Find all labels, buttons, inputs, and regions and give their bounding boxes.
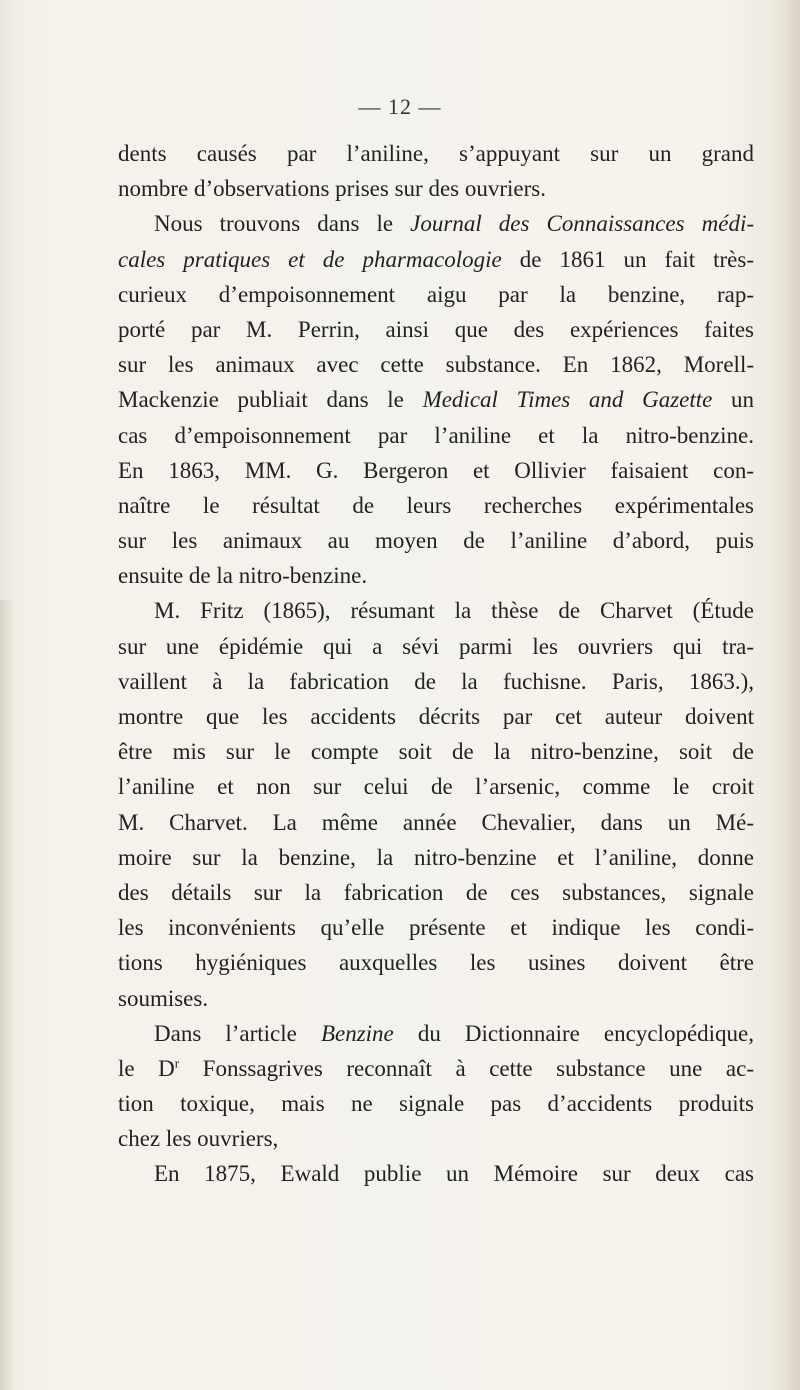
italic-text: cales pratiques et de pharmacologie bbox=[118, 246, 502, 272]
text-line: tions hygiéniques auxquelles les usines doivent être bbox=[118, 950, 754, 976]
text-line: montre que les accidents décrits par cet auteur doivent bbox=[118, 704, 754, 729]
page-number: — 12 — bbox=[358, 94, 442, 119]
text-run: de 1861 un fait très- bbox=[501, 246, 754, 272]
text-line: dents causés par l’aniline, s’appuyant sur un grand bbox=[118, 141, 754, 166]
text-line: les inconvénients qu’elle présente et indique les condi- bbox=[118, 915, 754, 941]
text-line: vaillent à la fabrication de la fuchisne. Paris, 1863.), bbox=[118, 668, 754, 694]
text-run: un bbox=[712, 387, 754, 413]
text-line: cas d’empoisonnement par l’aniline et la nitro-benzine. bbox=[118, 422, 754, 448]
text-line: porté par M. Perrin, ainsi que des expériences faites bbox=[118, 316, 754, 342]
text-run: Dans l’article bbox=[154, 1020, 321, 1046]
text-line: M. Fritz (1865), résumant la thèse de Charvet (Étude bbox=[154, 598, 754, 624]
page-left-edge-shadow bbox=[0, 600, 14, 1390]
text-line bbox=[118, 1016, 754, 1051]
text-line: l’aniline et non sur celui de l’arsenic, comme le croit bbox=[118, 774, 754, 800]
text-line: soumises. bbox=[118, 985, 209, 1011]
body-text bbox=[118, 136, 754, 1192]
italic-text: Journal des Connaissances médi- bbox=[410, 211, 754, 237]
text-run: Fonssagrives reconnaît à cette substance une ac- bbox=[179, 1055, 754, 1081]
text-line: M. Charvet. La même année Chevalier, dans un Mé- bbox=[118, 809, 754, 835]
text-line: tion toxique, mais ne signale pas d’accidents produits bbox=[118, 1091, 754, 1117]
text-line: être mis sur le compte soit de la nitro-benzine, soit de bbox=[118, 739, 754, 765]
text-line: des détails sur la fabrication de ces substances, signale bbox=[118, 879, 754, 905]
text-run: Mackenzie publiait dans le bbox=[118, 387, 423, 413]
text-line bbox=[118, 1051, 754, 1086]
text-line: curieux d’empoisonnement aigu par la benzine, rap- bbox=[118, 281, 754, 307]
text-line: ensuite de la nitro-benzine. bbox=[118, 563, 368, 589]
text-line bbox=[118, 206, 754, 241]
text-run: du Dictionnaire encyclopédique, bbox=[393, 1020, 754, 1046]
text-line: nombre d’observations prises sur des ouvriers. bbox=[118, 176, 546, 202]
superscript-text: r bbox=[174, 1055, 180, 1071]
text-line bbox=[118, 382, 754, 417]
text-run: le D bbox=[118, 1055, 175, 1081]
text-line: moire sur la benzine, la nitro-benzine et l’aniline, donne bbox=[118, 844, 754, 870]
italic-text: Medical Times and Gazette bbox=[422, 387, 713, 413]
text-line: En 1863, MM. G. Bergeron et Ollivier faisaient con- bbox=[118, 457, 754, 483]
page-right-edge-shadow bbox=[784, 0, 800, 1390]
text-line: sur les animaux avec cette substance. En 1862, Morell- bbox=[118, 352, 754, 378]
text-run: Nous trouvons dans le bbox=[154, 211, 411, 237]
text-line: chez les ouvriers, bbox=[118, 1126, 279, 1152]
text-line: sur une épidémie qui a sévi parmi les ouvriers qui tra- bbox=[118, 633, 754, 659]
text-line: sur les animaux au moyen de l’aniline d’abord, puis bbox=[118, 528, 754, 554]
text-line bbox=[118, 242, 754, 277]
text-line: naître le résultat de leurs recherches expérimentales bbox=[118, 492, 754, 518]
italic-text: Benzine bbox=[320, 1020, 394, 1046]
text-line: En 1875, Ewald publie un Mémoire sur deux cas bbox=[154, 1161, 754, 1187]
